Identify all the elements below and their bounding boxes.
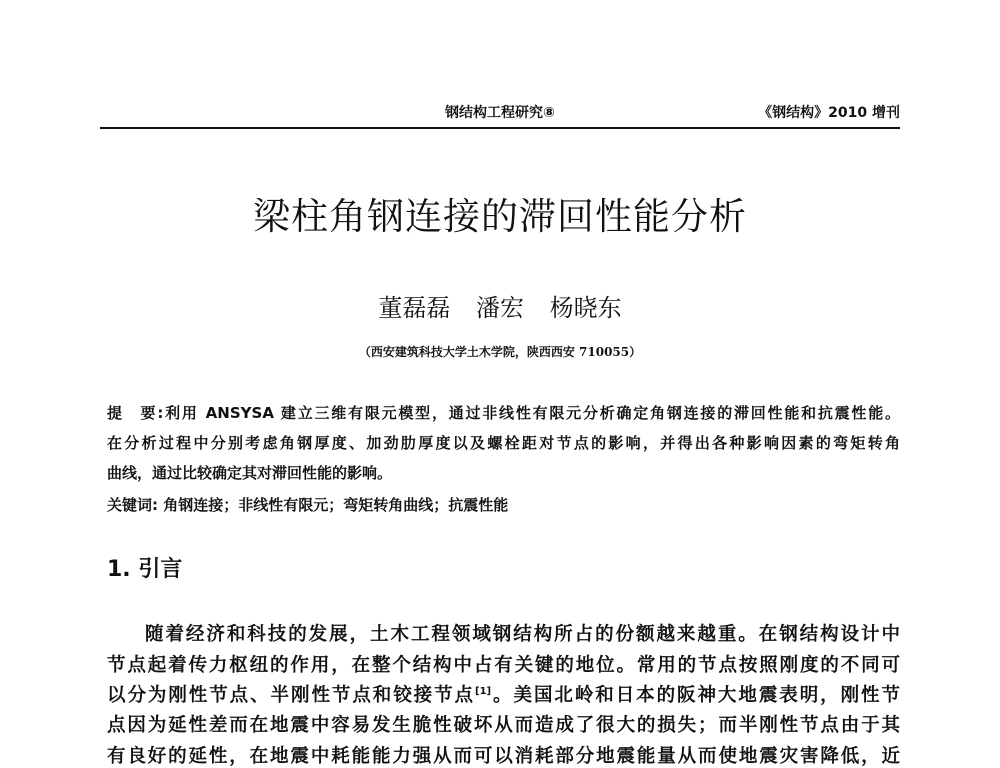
citation-ref: [1] <box>475 685 492 697</box>
abstract-line-3: 曲线，通过比较确定其对滞回性能的影响。 <box>107 464 393 482</box>
running-header-series: 钢结构工程研究⑧ <box>445 105 555 121</box>
section-heading: 1. 引言 <box>107 557 183 582</box>
authors: 董磊磊 潘宏 杨晓东 <box>378 294 622 322</box>
running-header-journal: 《钢结构》2010 增刊 <box>758 105 900 121</box>
abstract-line-2: 在分析过程中分别考虑角钢厚度、加劲肋厚度以及螺栓距对节点的影响，并得出各种影响因素的弯矩转角 <box>107 434 900 452</box>
header-rule <box>100 127 900 129</box>
abstract-text: 利用 ANSYSA 建立三维有限元模型，通过非线性有限元分析确定角钢连接的滞回性能和抗震性能。 <box>163 404 900 422</box>
body-text: 以分为刚性节点、半刚性节点和铰接节点 <box>107 685 475 706</box>
body-line-2: 节点起着传力枢纽的作用，在整个结构中占有关键的地位。常用的节点按照刚度的不同可 <box>107 655 900 676</box>
body-line-4: 点因为延性差而在地震中容易发生脆性破坏从而造成了很大的损失；而半刚性节点由于其 <box>107 715 900 736</box>
abstract-line-1 <box>107 402 900 423</box>
body-line-3 <box>107 681 900 707</box>
keywords-text: 角钢连接；非线性有限元；弯矩转角曲线；抗震性能 <box>163 496 509 514</box>
body-text: 。美国北岭和日本的阪神大地震表明，刚性节 <box>491 685 900 706</box>
body-line-1: 随着经济和科技的发展，土木工程领域钢结构所占的份额越来越重。在钢结构设计中 <box>145 624 900 645</box>
paper-title: 梁柱角钢连接的滞回性能分析 <box>253 195 747 238</box>
body-line-5: 有良好的延性，在地震中耗能能力强从而可以消耗部分地震能量从而使地震灾害降低，近 <box>107 746 900 767</box>
keywords-label: 关键词: <box>107 496 158 514</box>
keywords <box>107 494 508 515</box>
abstract-label: 提 要: <box>107 404 164 422</box>
affiliation: （西安建筑科技大学土木学院，陕西西安 710055） <box>358 345 642 359</box>
